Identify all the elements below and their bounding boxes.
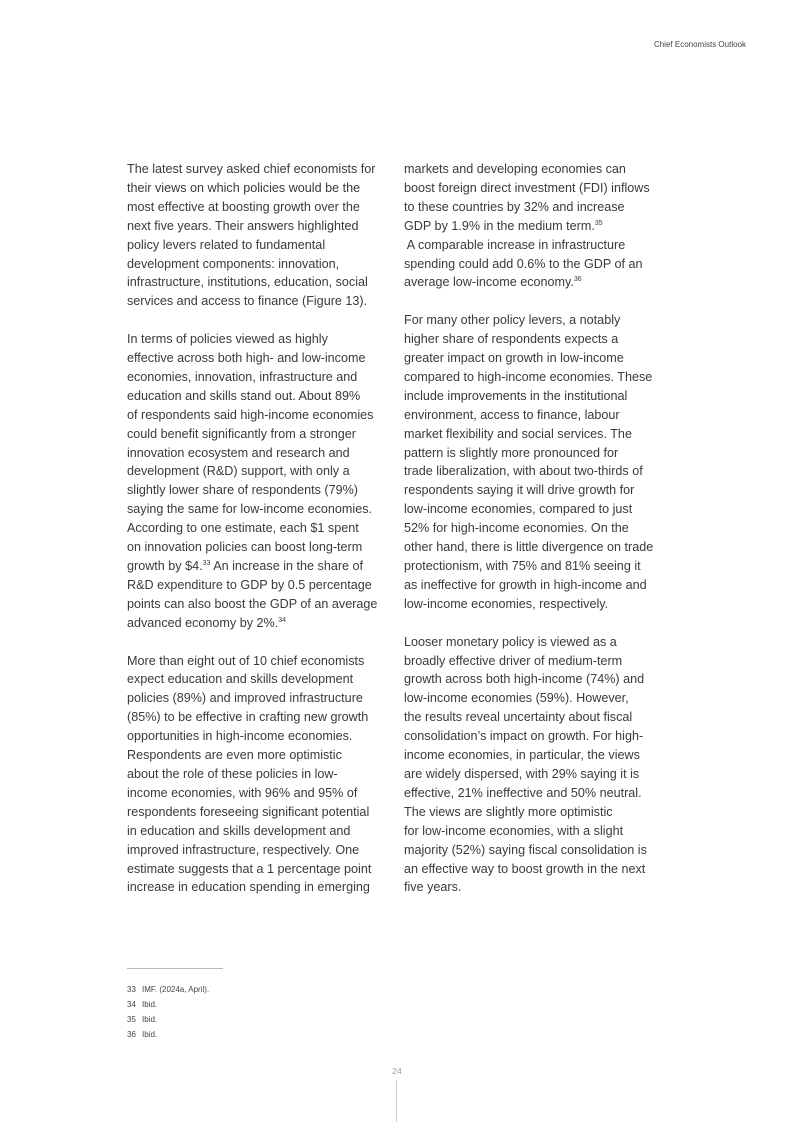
text-line bbox=[404, 387, 674, 406]
line-text: opportunities in high-income economies. bbox=[127, 729, 353, 744]
line-text: development (R&D) support, with only a bbox=[127, 464, 350, 479]
body-paragraph bbox=[404, 311, 674, 614]
line-text: policies (89%) and improved infrastructure bbox=[127, 691, 363, 706]
line-text: boost foreign direct investment (FDI) inflows bbox=[404, 180, 650, 195]
body-paragraph bbox=[127, 652, 397, 898]
text-line bbox=[127, 652, 397, 671]
line-text: income economies, with 96% and 95% of bbox=[127, 785, 358, 800]
line-text: in education and skills development and bbox=[127, 823, 351, 838]
line-text: spending could add 0.6% to the GDP of an bbox=[404, 256, 643, 271]
text-line bbox=[404, 576, 674, 595]
line-text: saying the same for low-income economies. bbox=[127, 502, 372, 517]
text-line bbox=[404, 273, 674, 292]
line-text: growth by $4. bbox=[127, 559, 203, 574]
footnote-reference[interactable]: 33 bbox=[202, 560, 211, 568]
line-text: market flexibility and social services. The bbox=[404, 426, 632, 441]
line-text: policy levers related to fundamental bbox=[127, 237, 326, 252]
line-text: as ineffective for growth in high-income and bbox=[404, 577, 647, 592]
body-paragraph bbox=[404, 633, 674, 898]
text-line bbox=[404, 633, 674, 652]
footnote-text: Ibid. bbox=[142, 1030, 158, 1039]
text-line bbox=[127, 349, 397, 368]
line-text: 52% for high-income economies. On the bbox=[404, 521, 629, 536]
text-line bbox=[404, 311, 674, 330]
text-line bbox=[404, 330, 674, 349]
line-text: For many other policy levers, a notably bbox=[404, 313, 621, 328]
text-line bbox=[127, 784, 397, 803]
line-text: to these countries by 32% and increase bbox=[404, 199, 625, 214]
text-line bbox=[404, 481, 674, 500]
footnote-number: 34 bbox=[127, 1000, 136, 1009]
line-text: low-income economies (59%). However, bbox=[404, 691, 629, 706]
line-text: estimate suggests that a 1 percentage point bbox=[127, 861, 372, 876]
text-line bbox=[127, 481, 397, 500]
text-line bbox=[127, 425, 397, 444]
footnote-reference[interactable]: 35 bbox=[594, 219, 603, 227]
line-text: protectionism, with 75% and 81% seeing it bbox=[404, 559, 641, 574]
line-text: development components: innovation, bbox=[127, 256, 340, 271]
line-text: their views on which policies would be the bbox=[127, 180, 361, 195]
text-line bbox=[404, 689, 674, 708]
line-text: compared to high-income economies. These bbox=[404, 369, 653, 384]
line-text: increase in education spending in emerging bbox=[127, 880, 370, 895]
text-line bbox=[404, 557, 674, 576]
text-line bbox=[404, 160, 674, 179]
text-line bbox=[127, 368, 397, 387]
line-text: include improvements in the institutional bbox=[404, 388, 628, 403]
text-line bbox=[127, 217, 397, 236]
footnote bbox=[127, 982, 209, 997]
footnote-text: Ibid. bbox=[142, 1015, 158, 1024]
text-line bbox=[127, 878, 397, 897]
text-line bbox=[127, 160, 397, 179]
line-text: pattern is slightly more pronounced for bbox=[404, 445, 619, 460]
line-text: low-income economies, compared to just bbox=[404, 502, 633, 517]
text-line bbox=[404, 198, 674, 217]
line-text: majority (52%) saying fiscal consolidation is bbox=[404, 842, 647, 857]
line-text: average low-income economy. bbox=[404, 275, 574, 290]
line-text: An increase in the share of bbox=[210, 559, 364, 574]
line-text: consolidation’s impact on growth. For high- bbox=[404, 729, 644, 744]
footnotes bbox=[127, 982, 209, 1042]
line-text: the results reveal uncertainty about fiscal bbox=[404, 710, 633, 725]
text-line bbox=[127, 519, 397, 538]
line-text: markets and developing economies can bbox=[404, 162, 626, 176]
text-line bbox=[127, 576, 397, 595]
line-text: R&D expenditure to GDP by 0.5 percentage bbox=[127, 577, 372, 592]
text-line bbox=[127, 765, 397, 784]
line-text: economies, innovation, infrastructure and bbox=[127, 369, 358, 384]
line-text: expect education and skills development bbox=[127, 672, 354, 687]
line-text: Respondents are even more optimistic bbox=[127, 748, 342, 763]
text-line bbox=[404, 406, 674, 425]
line-text: of respondents said high-income economies bbox=[127, 407, 374, 422]
line-text: are widely dispersed, with 29% saying it is bbox=[404, 766, 640, 781]
line-text: could benefit significantly from a stronger bbox=[127, 426, 356, 441]
line-text: low-income economies, respectively. bbox=[404, 596, 609, 611]
text-line bbox=[127, 689, 397, 708]
line-text: improved infrastructure, respectively. One bbox=[127, 842, 360, 857]
text-line bbox=[404, 670, 674, 689]
text-line bbox=[127, 614, 397, 633]
footnote-divider bbox=[127, 968, 223, 969]
line-text: for low-income economies, with a slight bbox=[404, 823, 624, 838]
text-line bbox=[404, 595, 674, 614]
line-text: next five years. Their answers highlighted bbox=[127, 218, 359, 233]
text-line bbox=[127, 670, 397, 689]
line-text: A comparable increase in infrastructure bbox=[404, 237, 626, 252]
text-line bbox=[404, 708, 674, 727]
text-line bbox=[127, 292, 397, 311]
line-text: other hand, there is little divergence on trade bbox=[404, 540, 654, 555]
line-text: slightly lower share of respondents (79%) bbox=[127, 483, 358, 498]
line-text: (85%) to be effective in crafting new growth bbox=[127, 710, 369, 725]
body-paragraph bbox=[127, 160, 397, 311]
text-line bbox=[404, 462, 674, 481]
footnote-number: 33 bbox=[127, 985, 136, 994]
text-line bbox=[404, 500, 674, 519]
footnote-text: Ibid. bbox=[142, 1000, 158, 1009]
text-line bbox=[404, 217, 674, 236]
text-line bbox=[127, 273, 397, 292]
text-line bbox=[404, 746, 674, 765]
text-line bbox=[404, 179, 674, 198]
text-line bbox=[127, 330, 397, 349]
line-text: an effective way to boost growth in the next bbox=[404, 861, 646, 876]
line-text: higher share of respondents expects a bbox=[404, 332, 619, 347]
line-text: GDP by 1.9% in the medium term. bbox=[404, 218, 595, 233]
line-text: In terms of policies viewed as highly bbox=[127, 332, 328, 347]
footnote-text: IMF. (2024a, April). bbox=[142, 985, 210, 994]
text-line bbox=[404, 765, 674, 784]
text-line bbox=[127, 500, 397, 519]
text-line bbox=[404, 784, 674, 803]
footnote bbox=[127, 1012, 209, 1027]
text-line bbox=[127, 255, 397, 274]
text-line bbox=[404, 425, 674, 444]
line-text: innovation ecosystem and research and bbox=[127, 445, 350, 460]
text-line bbox=[127, 746, 397, 765]
line-text: services and access to finance (Figure 13). bbox=[127, 294, 368, 309]
text-line bbox=[127, 444, 397, 463]
line-text: The latest survey asked chief economists for bbox=[127, 162, 376, 176]
line-text: According to one estimate, each $1 spent bbox=[127, 521, 359, 536]
text-line bbox=[127, 236, 397, 255]
line-text: respondents saying it will drive growth for bbox=[404, 483, 635, 498]
line-text: effective across both high- and low-income bbox=[127, 351, 366, 366]
text-line bbox=[404, 652, 674, 671]
footnote bbox=[127, 997, 209, 1012]
line-text: The views are slightly more optimistic bbox=[404, 804, 613, 819]
line-text: on innovation policies can boost long-term bbox=[127, 540, 363, 555]
text-line bbox=[127, 595, 397, 614]
footnote-reference[interactable]: 36 bbox=[573, 276, 582, 284]
line-text: broadly effective driver of medium-term bbox=[404, 653, 623, 668]
line-text: trade liberalization, with about two-thirds of bbox=[404, 464, 643, 479]
line-text: infrastructure, institutions, education, social bbox=[127, 275, 368, 290]
text-line bbox=[404, 803, 674, 822]
line-text: environment, access to finance, labour bbox=[404, 407, 620, 422]
text-line bbox=[127, 406, 397, 425]
text-line bbox=[404, 727, 674, 746]
body-paragraph bbox=[127, 330, 397, 633]
footnote bbox=[127, 1027, 209, 1042]
text-line bbox=[127, 841, 397, 860]
line-text: advanced economy by 2%. bbox=[127, 615, 279, 630]
text-line bbox=[404, 519, 674, 538]
text-line bbox=[127, 387, 397, 406]
text-line bbox=[127, 557, 397, 576]
text-line bbox=[404, 860, 674, 879]
text-line bbox=[404, 538, 674, 557]
text-line bbox=[404, 368, 674, 387]
left-column bbox=[127, 160, 397, 916]
footnote-reference[interactable]: 34 bbox=[278, 616, 287, 624]
body-paragraph bbox=[404, 160, 674, 292]
text-line bbox=[404, 841, 674, 860]
text-line bbox=[127, 727, 397, 746]
line-text: growth across both high-income (74%) and bbox=[404, 672, 645, 687]
line-text: about the role of these policies in low- bbox=[127, 766, 338, 781]
line-text: five years. bbox=[404, 880, 462, 895]
line-text: most effective at boosting growth over the bbox=[127, 199, 360, 214]
page-number-rule bbox=[396, 1080, 397, 1122]
line-text: effective, 21% ineffective and 50% neutral. bbox=[404, 785, 642, 800]
text-line bbox=[404, 444, 674, 463]
text-line bbox=[127, 179, 397, 198]
text-line bbox=[127, 860, 397, 879]
line-text: Looser monetary policy is viewed as a bbox=[404, 634, 617, 649]
text-line bbox=[404, 878, 674, 897]
footnote-number: 36 bbox=[127, 1030, 136, 1039]
text-line bbox=[404, 255, 674, 274]
page-number: 24 bbox=[392, 1066, 402, 1076]
text-line bbox=[127, 198, 397, 217]
text-line bbox=[127, 803, 397, 822]
text-line bbox=[127, 462, 397, 481]
text-line bbox=[127, 538, 397, 557]
right-column bbox=[404, 160, 674, 916]
line-text: More than eight out of 10 chief economists bbox=[127, 653, 365, 668]
text-line bbox=[127, 708, 397, 727]
footnote-number: 35 bbox=[127, 1015, 136, 1024]
text-line bbox=[404, 822, 674, 841]
line-text: income economies, in particular, the views bbox=[404, 748, 640, 763]
running-header: Chief Economists Outlook bbox=[653, 40, 746, 49]
text-line bbox=[127, 822, 397, 841]
text-line bbox=[404, 236, 674, 255]
line-text: points can also boost the GDP of an average bbox=[127, 596, 378, 611]
text-line bbox=[404, 349, 674, 368]
line-text: respondents foreseeing significant potential bbox=[127, 804, 370, 819]
line-text: education and skills stand out. About 89% bbox=[127, 388, 361, 403]
line-text: greater impact on growth in low-income bbox=[404, 351, 624, 366]
